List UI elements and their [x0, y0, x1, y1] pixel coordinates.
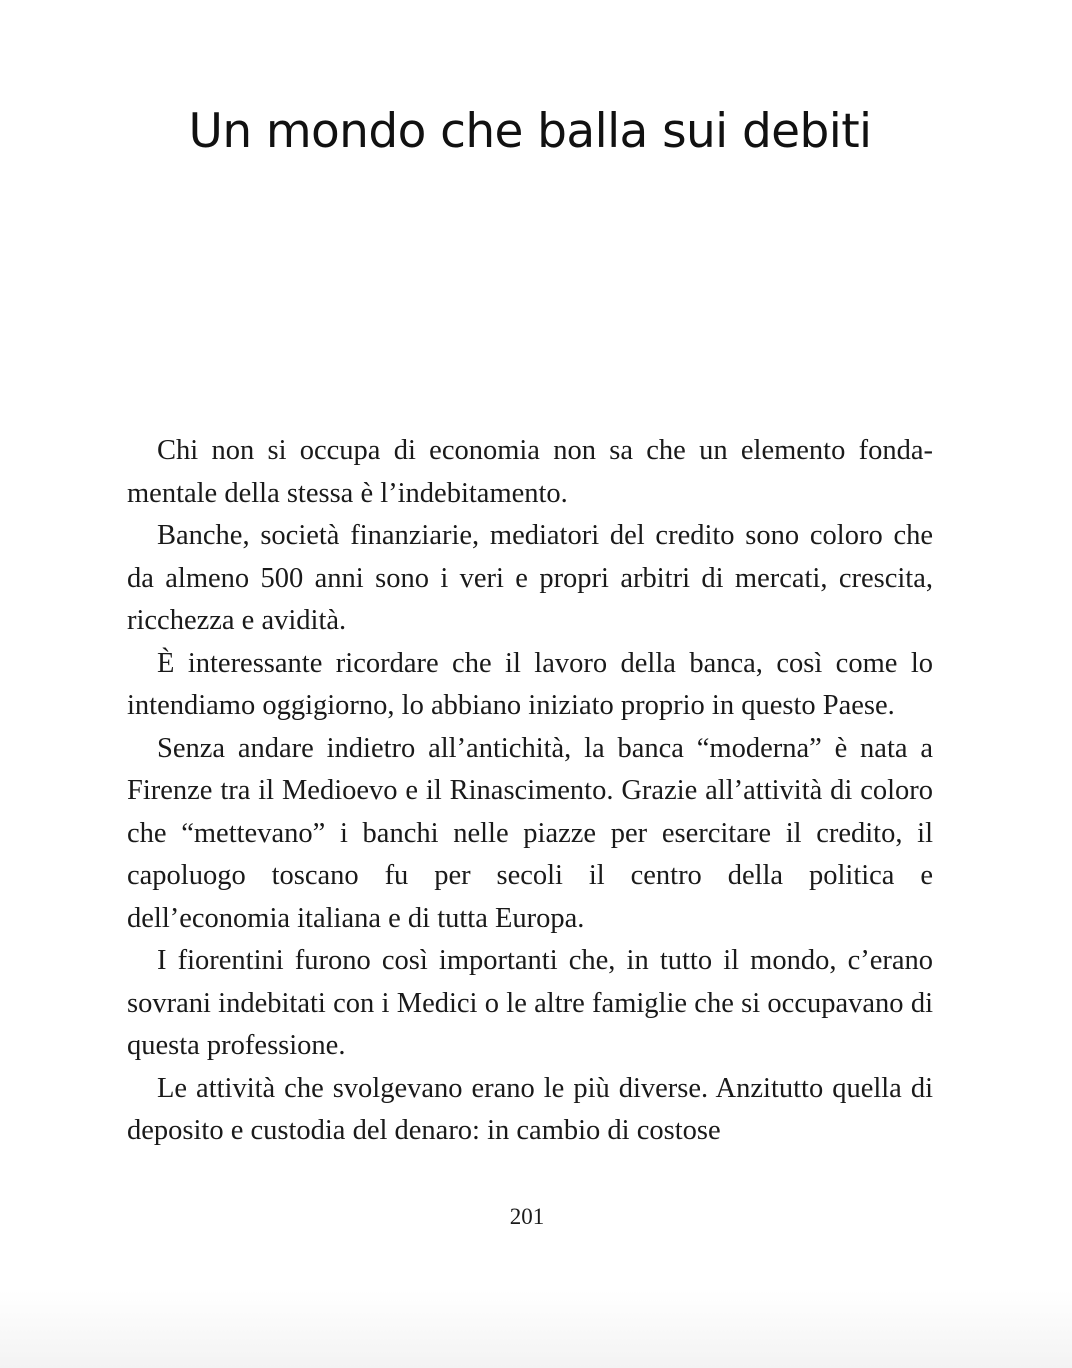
paragraph: Banche, società finanziarie, mediatori del credito sono coloro che da almeno 500 anni sono i veri e propri arbitri di mercati, crescita, ricchezza e avidità. — [127, 520, 933, 636]
paragraph: Le attività che svolgevano erano le più diverse. Anzitutto quella di deposito e custodia del denaro: in cambio di costose — [127, 1072, 933, 1146]
chapter-title: Un mondo che balla sui debiti — [188, 104, 872, 159]
page-number: 201 — [509, 1204, 545, 1229]
paragraph: Chi non si occupa di economia non sa che un elemento fondamentale della stessa è l’indebitamento. — [127, 435, 933, 509]
body-text — [127, 430, 933, 1153]
paragraph: I fiorentini furono così importanti che, in tutto il mondo, c’erano sovrani indebitati con i Medici o le altre famiglie che si occupavano di questa professione. — [127, 945, 933, 1061]
paragraph: Senza andare indietro all’antichità, la banca “moderna” è nata a Firenze tra il Medioevo e il Rinascimento. Grazie all’attività di coloro che “mettevano” i banchi nelle piazze per esercitare il credito, il capoluogo toscano fu per secoli il centro della politica e dell’economia italiana e di tutta Europa. — [127, 732, 933, 934]
paragraph: È interessante ricordare che il lavoro della banca, così come lo intendiamo oggigiorno, lo abbiano iniziato proprio in questo Paese. — [127, 647, 933, 721]
